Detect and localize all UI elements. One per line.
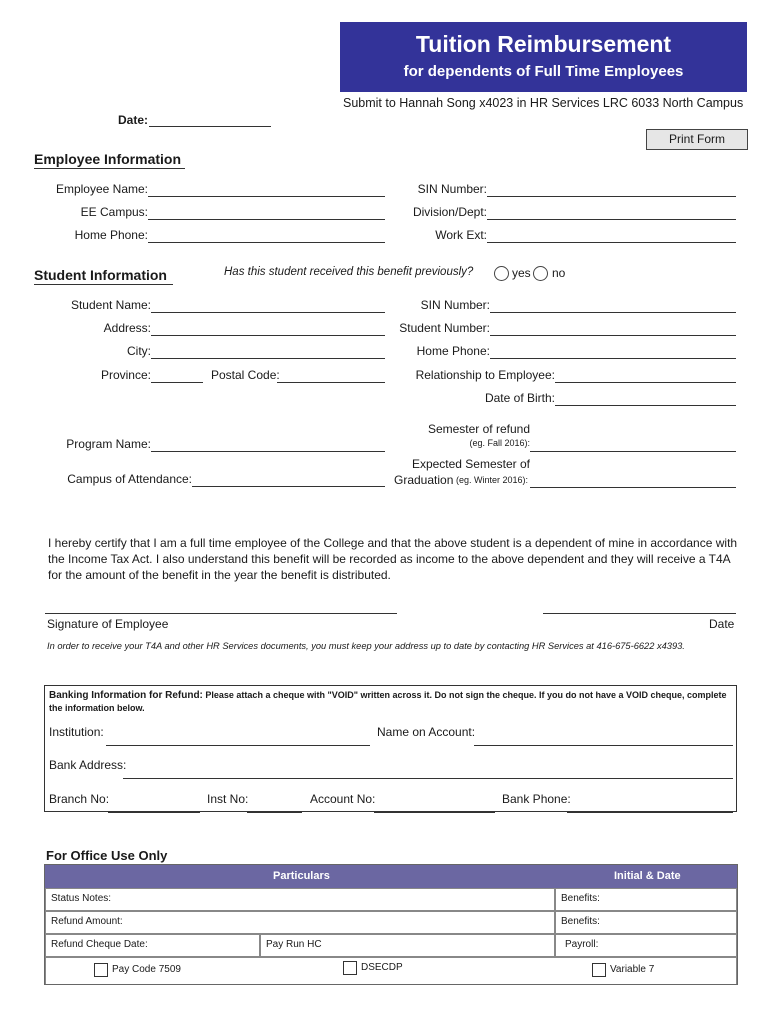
submit-instructions: Submit to Hannah Song x4023 in HR Services LRC 6033 North Campus xyxy=(343,96,744,110)
pay-run-label: Pay Run HC xyxy=(266,939,322,950)
campus-attendance-field[interactable] xyxy=(192,486,385,487)
inst-no-label: Inst No: xyxy=(207,792,249,806)
city-label: City: xyxy=(127,344,151,358)
program-name-label: Program Name: xyxy=(66,437,151,451)
institution-field[interactable] xyxy=(106,745,370,746)
address-note: In order to receive your T4A and other HR Services documents, you must keep your address up to date by contacting HR Services at 416-675-6622 x4393. xyxy=(47,641,685,651)
print-form-button[interactable]: Print Form xyxy=(646,129,748,150)
name-on-account-label: Name on Account: xyxy=(377,725,476,739)
signature-field[interactable] xyxy=(45,613,397,614)
expected-graduation-field[interactable] xyxy=(530,487,736,488)
pay-code-label: Pay Code 7509 xyxy=(112,964,181,975)
col-initial-date: Initial & Date xyxy=(614,870,681,882)
address-label: Address: xyxy=(103,321,151,335)
benefits-cell-2[interactable] xyxy=(555,911,737,934)
student-name-field[interactable] xyxy=(151,312,385,313)
graduation-label: Graduation xyxy=(394,473,454,487)
no-label: no xyxy=(552,266,566,280)
student-number-label: Student Number: xyxy=(399,321,490,335)
semester-refund-field[interactable] xyxy=(530,451,736,452)
refund-amount-cell[interactable] xyxy=(45,911,555,934)
student-number-field[interactable] xyxy=(490,335,736,336)
benefits-label: Benefits: xyxy=(561,893,600,904)
pay-run-cell[interactable] xyxy=(260,934,555,957)
refund-amount-label: Refund Amount: xyxy=(51,916,123,927)
payroll-cell[interactable] xyxy=(555,934,737,957)
graduation-example: (eg. Winter 2016): xyxy=(456,475,529,485)
dob-label: Date of Birth: xyxy=(484,391,555,405)
student-sin-label: SIN Number: xyxy=(420,298,490,312)
heading-underline xyxy=(34,168,185,169)
banking-instructions-text: Please attach a cheque with "VOID" written across it. Do not sign the cheque. If you do not have a VOID cheque, complete the information below. xyxy=(49,690,727,713)
bank-address-field[interactable] xyxy=(123,778,733,779)
bank-phone-label: Bank Phone: xyxy=(502,792,571,806)
date-field[interactable] xyxy=(149,126,271,127)
student-sin-field[interactable] xyxy=(490,312,736,313)
institution-label: Institution: xyxy=(49,725,104,739)
benefits-label: Benefits: xyxy=(561,916,600,927)
address-field[interactable] xyxy=(151,335,385,336)
division-label: Division/Dept: xyxy=(412,205,487,219)
refund-cheque-date-label: Refund Cheque Date: xyxy=(51,939,148,950)
table-header xyxy=(45,865,737,888)
province-label: Province: xyxy=(100,368,151,382)
col-particulars: Particulars xyxy=(273,870,330,882)
signature-date-label: Date xyxy=(709,617,735,631)
postal-code-field[interactable] xyxy=(277,382,385,383)
dsecdp-checkbox[interactable] xyxy=(343,961,357,975)
banking-heading: Banking Information for Refund: xyxy=(49,690,203,701)
dob-field[interactable] xyxy=(555,405,736,406)
student-home-phone-field[interactable] xyxy=(490,358,736,359)
semester-refund-example: (eg. Fall 2016): xyxy=(469,438,530,448)
campus-attendance-label: Campus of Attendance: xyxy=(67,472,192,486)
refund-cheque-date-cell[interactable] xyxy=(45,934,260,957)
work-ext-field[interactable] xyxy=(487,242,736,243)
banking-section xyxy=(44,685,737,812)
status-notes-label: Status Notes: xyxy=(51,893,112,904)
status-notes-cell[interactable] xyxy=(45,888,555,911)
semester-refund-label: Semester of refund xyxy=(427,422,530,436)
date-label: Date: xyxy=(118,113,149,127)
student-info-heading: Student Information xyxy=(34,267,167,283)
bank-phone-field[interactable] xyxy=(567,812,733,813)
yes-radio[interactable] xyxy=(494,266,509,281)
student-name-label: Student Name: xyxy=(70,298,151,312)
variable-label: Variable 7 xyxy=(610,964,655,975)
name-on-account-field[interactable] xyxy=(474,745,733,746)
benefits-cell-1[interactable] xyxy=(555,888,737,911)
bank-address-label: Bank Address: xyxy=(49,758,127,772)
account-no-field[interactable] xyxy=(374,812,495,813)
postal-code-label: Postal Code: xyxy=(211,368,280,382)
relationship-field[interactable] xyxy=(555,382,736,383)
yes-label: yes xyxy=(512,266,531,280)
signature-label: Signature of Employee xyxy=(47,617,169,631)
sin-number-field[interactable] xyxy=(487,196,736,197)
relationship-label: Relationship to Employee: xyxy=(415,368,555,382)
dsecdp-label: DSECDP xyxy=(361,962,403,973)
home-phone-label: Home Phone: xyxy=(74,228,148,242)
banking-instructions xyxy=(49,689,729,715)
branch-no-field[interactable] xyxy=(108,812,200,813)
title-banner xyxy=(340,22,747,92)
province-field[interactable] xyxy=(151,382,203,383)
heading-underline xyxy=(34,284,173,285)
signature-date-field[interactable] xyxy=(543,613,736,614)
division-field[interactable] xyxy=(487,219,736,220)
inst-no-field[interactable] xyxy=(247,812,302,813)
sin-number-label: SIN Number: xyxy=(417,182,487,196)
certification-text: I hereby certify that I am a full time employee of the College and that the above student is a dependent of mine in accordance with the Income Tax Act. I also understand this benefit will be recorded as income to the above dependent and they will receive a T4A for the amount of the benefit in the year the benefit is distributed. xyxy=(48,536,738,582)
pay-code-checkbox[interactable] xyxy=(94,963,108,977)
form-title: Tuition Reimbursement xyxy=(415,31,672,57)
city-field[interactable] xyxy=(151,358,385,359)
home-phone-field[interactable] xyxy=(148,242,385,243)
account-no-label: Account No: xyxy=(310,792,376,806)
benefit-question: Has this student received this benefit previously? xyxy=(224,266,474,278)
ee-campus-label: EE Campus: xyxy=(80,205,148,219)
variable-checkbox[interactable] xyxy=(592,963,606,977)
branch-no-label: Branch No: xyxy=(49,792,110,806)
program-name-field[interactable] xyxy=(151,451,385,452)
ee-campus-field[interactable] xyxy=(148,219,385,220)
expected-graduation-label: Expected Semester of xyxy=(411,457,530,471)
work-ext-label: Work Ext: xyxy=(435,228,487,242)
payroll-label: Payroll: xyxy=(565,939,599,950)
student-home-phone-label: Home Phone: xyxy=(416,344,490,358)
employee-info-heading: Employee Information xyxy=(34,151,182,167)
employee-name-label: Employee Name: xyxy=(55,182,148,196)
form-subtitle: for dependents of Full Time Employees xyxy=(403,63,684,80)
no-radio[interactable] xyxy=(533,266,548,281)
office-use-heading: For Office Use Only xyxy=(46,848,168,863)
employee-name-field[interactable] xyxy=(148,196,385,197)
